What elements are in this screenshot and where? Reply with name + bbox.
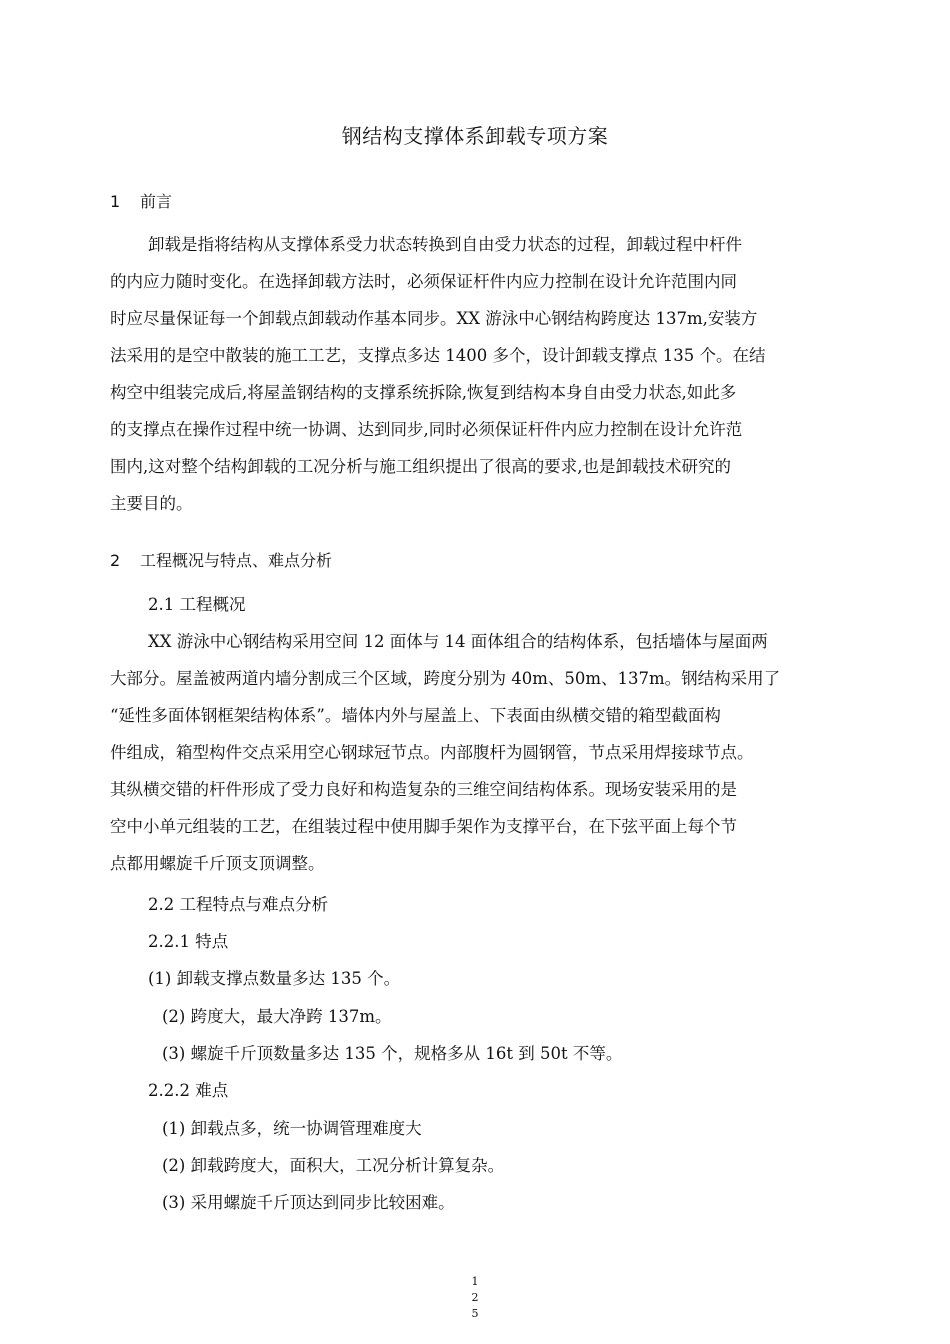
section-2-title: 工程概况与特点、难点分析 [140, 551, 333, 570]
difficulty-item: (3) 采用螺旋千斤顶达到同步比较困难。 [162, 1193, 455, 1212]
subsection-2-2-1-heading: 2.2.1 特点 [148, 932, 229, 951]
subsection-2-2-2-heading: 2.2.2 难点 [148, 1081, 229, 1100]
feature-item: (2) 跨度大，最大净跨 137m。 [162, 1007, 392, 1026]
page-number-digit: 5 [471, 1307, 479, 1320]
paragraph-line: “延性多面体钢框架结构体系”。墙体内外与屋盖上、下表面由纵横交错的箱型截面构 [110, 706, 721, 725]
feature-item: (1) 卸载支撑点数量多达 135 个。 [148, 969, 401, 988]
difficulty-item: (1) 卸载点多，统一协调管理难度大 [162, 1119, 422, 1138]
section-2-number: 2 [110, 551, 121, 570]
difficulty-item: (2) 卸载跨度大，面积大，工况分析计算复杂。 [162, 1156, 505, 1175]
subsection-2-1-heading: 2.1 工程概况 [148, 595, 246, 614]
feature-item: (3) 螺旋千斤顶数量多达 135 个，规格多从 16t 到 50t 不等。 [162, 1044, 623, 1063]
paragraph-line: 构空中组装完成后,将屋盖钢结构的支撑系统拆除,恢复到结构本身自由受力状态,如此多 [110, 383, 737, 402]
paragraph-line: 大部分。屋盖被两道内墙分割成三个区域，跨度分别为 40m、50m、137m。钢结构采用了 [110, 669, 781, 688]
paragraph-line: 其纵横交错的杆件形成了受力良好和构造复杂的三维空间结构体系。现场安装采用的是 [110, 780, 737, 799]
paragraph-line: 法采用的是空中散装的施工工艺，支撑点多达 1400 多个，设计卸载支撑点 135 个。在结 [110, 346, 766, 365]
paragraph-line: 卸载是指将结构从支撑体系受力状态转换到自由受力状态的过程，卸载过程中杆件 [148, 235, 742, 254]
section-1-title: 前言 [140, 192, 173, 211]
section-1-number: 1 [110, 192, 121, 211]
subsection-2-2-heading: 2.2 工程特点与难点分析 [148, 895, 328, 914]
page-number-digit: 2 [471, 1291, 479, 1304]
paragraph-line: 围内,这对整个结构卸载的工况分析与施工组织提出了很高的要求,也是卸载技术研究的 [110, 457, 731, 476]
paragraph-line: 的支撑点在操作过程中统一协调、达到同步,同时必须保证杆件内应力控制在设计允许范 [110, 420, 743, 439]
document-title: 钢结构支撑体系卸载专项方案 [341, 124, 609, 148]
paragraph-line: 时应尽量保证每一个卸载点卸载动作基本同步。XX 游泳中心钢结构跨度达 137m,安装方 [110, 309, 758, 328]
paragraph-line: 件组成，箱型构件交点采用空心钢球冠节点。内部腹杆为圆钢管，节点采用焊接球节点。 [110, 743, 754, 762]
page-number-digit: 1 [471, 1275, 479, 1288]
paragraph-line: 点都用螺旋千斤顶支顶调整。 [110, 854, 325, 873]
paragraph-line: XX 游泳中心钢结构采用空间 12 面体与 14 面体组合的结构体系，包括墙体与屋面两 [148, 632, 768, 651]
paragraph-line: 主要目的。 [110, 494, 193, 513]
section-1-heading [110, 189, 172, 212]
paragraph-line: 的内应力随时变化。在选择卸载方法时，必须保证杆件内应力控制在设计允许范围内同 [110, 272, 737, 291]
section-2-heading [110, 548, 332, 571]
paragraph-line: 空中小单元组装的工艺，在组装过程中使用脚手架作为支撑平台，在下弦平面上每个节 [110, 817, 737, 836]
